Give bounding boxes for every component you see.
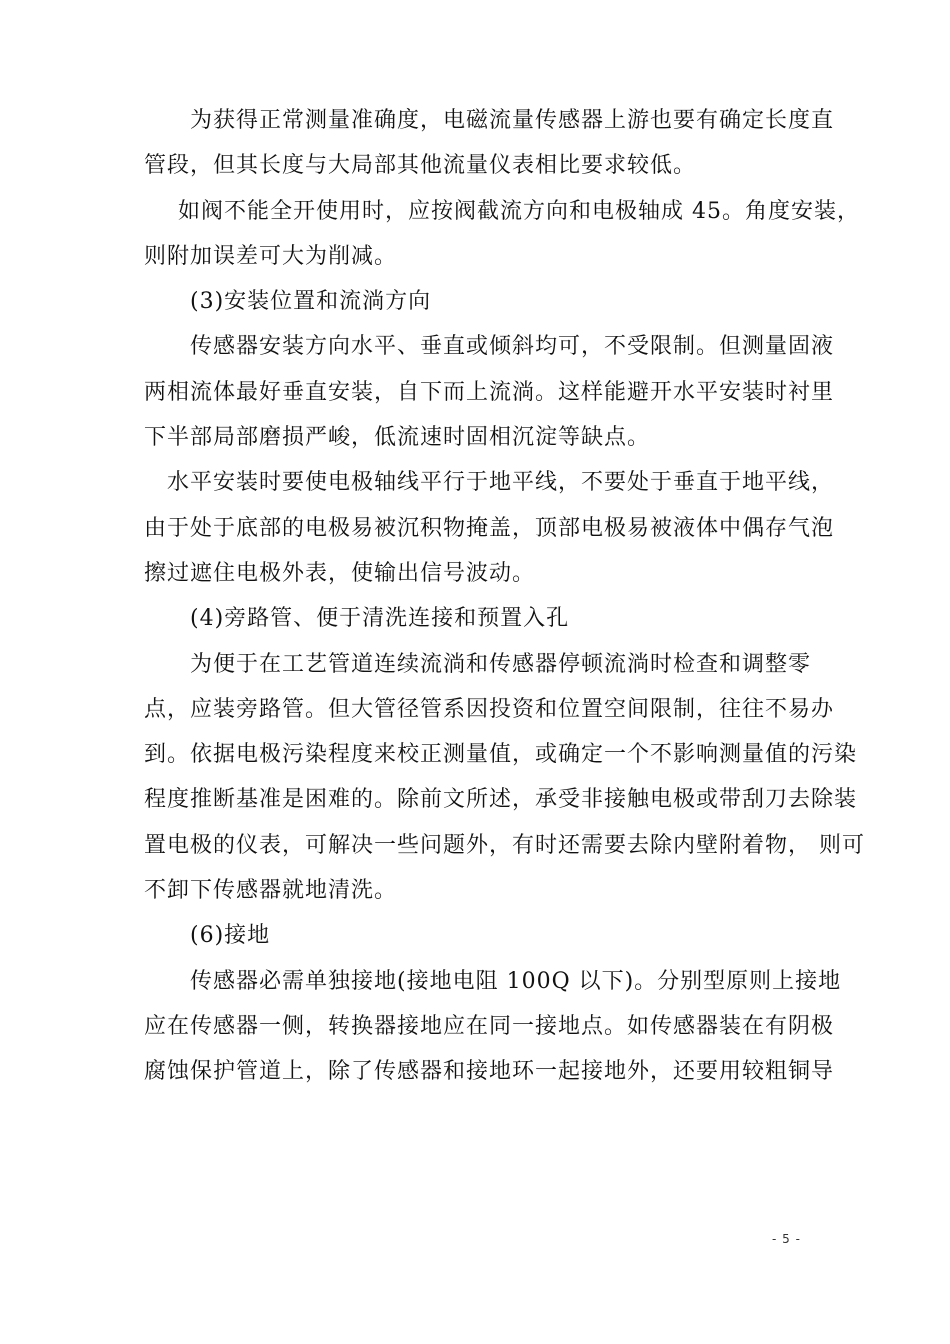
text-line: 腐蚀保护管道上，除了传感器和接地环一起接地外，还要用较粗铜导: [144, 1059, 835, 1085]
section-heading: (3)安装位置和流淌方向: [190, 289, 432, 315]
body-text: [144, 98, 865, 1095]
text-line: 如阀不能全开使用时，应按阀截流方向和电极轴成 45。角度安装，: [178, 198, 860, 224]
text-line: 为获得正常测量准确度，电磁流量传感器上游也要有确定长度直: [190, 108, 835, 133]
section-heading: (6)接地: [190, 923, 271, 949]
text-line: 不卸下传感器就地清洗。: [144, 878, 398, 904]
text-line: 管段，但其长度与大局部其他流量仪表相比要求较低。: [144, 153, 697, 179]
text-line: 下半部局部磨损严峻，低流速时固相沉淀等缺点。: [144, 425, 651, 451]
text-line: 程度推断基准是困难的。除前文所述，承受非接触电极或带刮刀去除装: [144, 787, 858, 813]
text-line: 置电极的仪表，可解决一些问题外，有时还需要去除内壁附着物， 则可: [144, 832, 865, 858]
text-line: 传感器必需单独接地(接地电阻 100Q 以下)。分别型原则上接地: [190, 968, 842, 994]
text-line: 擦过遮住电极外表，使输出信号波动。: [144, 560, 536, 586]
text-line: 则附加误差可大为削减。: [144, 243, 398, 269]
text-line: 水平安装时要使电极轴线平行于地平线，不要处于垂直于地平线，: [167, 470, 835, 496]
text-line: 传感器安装方向水平、垂直或倾斜均可，不受限制。但测量固液: [190, 334, 835, 360]
text-line: 由于处于底部的电极易被沉积物掩盖，顶部电极易被液体中偶存气泡: [144, 515, 835, 541]
text-line: 点，应装旁路管。但大管径管系因投资和位置空间限制，往往不易办: [144, 696, 835, 722]
text-line: 到。依据电极污染程度来校正测量值，或确定一个不影响测量值的污染: [144, 742, 858, 768]
section-heading: (4)旁路管、便于清洗连接和预置入孔: [190, 606, 570, 632]
text-line: 为便于在工艺管道连续流淌和传感器停顿流淌时检查和调整零: [190, 651, 812, 677]
text-line: 两相流体最好垂直安装，自下而上流淌。这样能避开水平安装时衬里: [144, 379, 835, 405]
text-line: 应在传感器一侧，转换器接地应在同一接地点。如传感器装在有阴极: [144, 1013, 835, 1039]
page-number: - 5 -: [772, 1232, 801, 1246]
